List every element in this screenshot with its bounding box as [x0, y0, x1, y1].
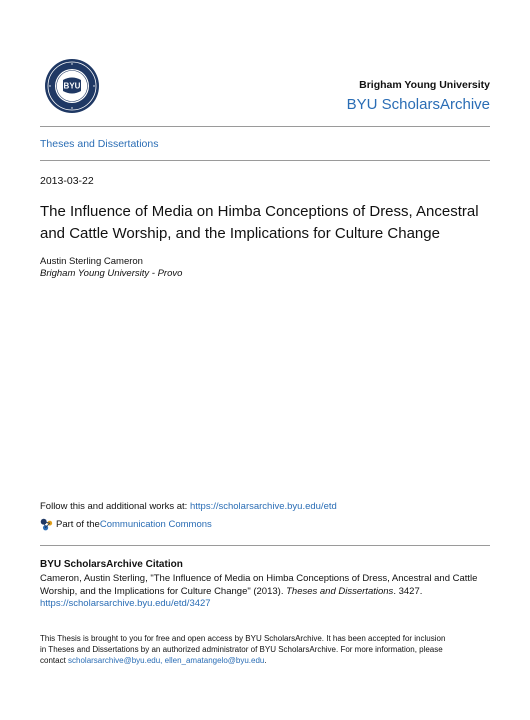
citation-url-link[interactable]: https://scholarsarchive.byu.edu/etd/3427: [40, 598, 211, 609]
notice-contact-suffix: .: [264, 656, 267, 665]
follow-url-link[interactable]: https://scholarsarchive.byu.edu/etd: [189, 501, 337, 512]
part-of-prefix: Part of the: [56, 519, 100, 530]
header-divider: [40, 126, 490, 127]
citation-text: [40, 573, 490, 611]
notice-line-1: This Thesis is brought to you for free and open access by BYU ScholarsArchive. It has been accepted for inclusion: [40, 634, 446, 643]
citation-line-2: [40, 586, 490, 599]
follow-line: [40, 501, 337, 512]
notice-contact-prefix: contact: [40, 656, 69, 665]
part-of-line: [40, 518, 212, 531]
document-title: [40, 201, 500, 245]
author-affiliation: Brigham Young University - Provo: [40, 268, 183, 279]
follow-label: Follow this and additional works at:: [40, 501, 190, 512]
repository-name[interactable]: BYU ScholarsArchive: [346, 96, 490, 113]
access-notice: [40, 633, 492, 666]
collection-divider: [40, 160, 490, 161]
notice-line-3: [40, 655, 492, 666]
institution-name: Brigham Young University: [359, 79, 490, 91]
network-commons-icon: [40, 518, 53, 531]
citation-series: Theses and Dissertations: [286, 585, 394, 597]
citation-divider: [40, 545, 490, 546]
title-line-1: The Influence of Media on Himba Conceptions of Dress, Ancestral: [40, 203, 479, 220]
author-name: Austin Sterling Cameron: [40, 256, 143, 267]
contact-email-links[interactable]: scholarsarchive@byu.edu, ellen_amatangelo@byu.edu: [68, 656, 265, 665]
communication-commons-link[interactable]: Communication Commons: [99, 519, 212, 530]
institution-block: [347, 79, 490, 114]
citation-number: . 3427.: [393, 585, 423, 597]
citation-line-1: Cameron, Austin Sterling, "The Influence of Media on Himba Conceptions of Dress, Ancestral and Cattle: [40, 573, 478, 584]
citation-heading: BYU ScholarsArchive Citation: [40, 559, 183, 570]
collection-link[interactable]: Theses and Dissertations: [40, 138, 159, 150]
title-line-2: and Cattle Worship, and the Implications for Culture Change: [40, 225, 440, 242]
citation-line-2-text: Worship, and the Implications for Culture Change" (2013).: [40, 585, 287, 597]
seal-text: BYU: [63, 81, 81, 91]
notice-line-2: in Theses and Dissertations by an authorized administrator of BYU ScholarsArchive. For more information, please: [40, 645, 443, 654]
byu-seal-logo: [44, 58, 100, 114]
publication-date: 2013-03-22: [40, 175, 94, 187]
